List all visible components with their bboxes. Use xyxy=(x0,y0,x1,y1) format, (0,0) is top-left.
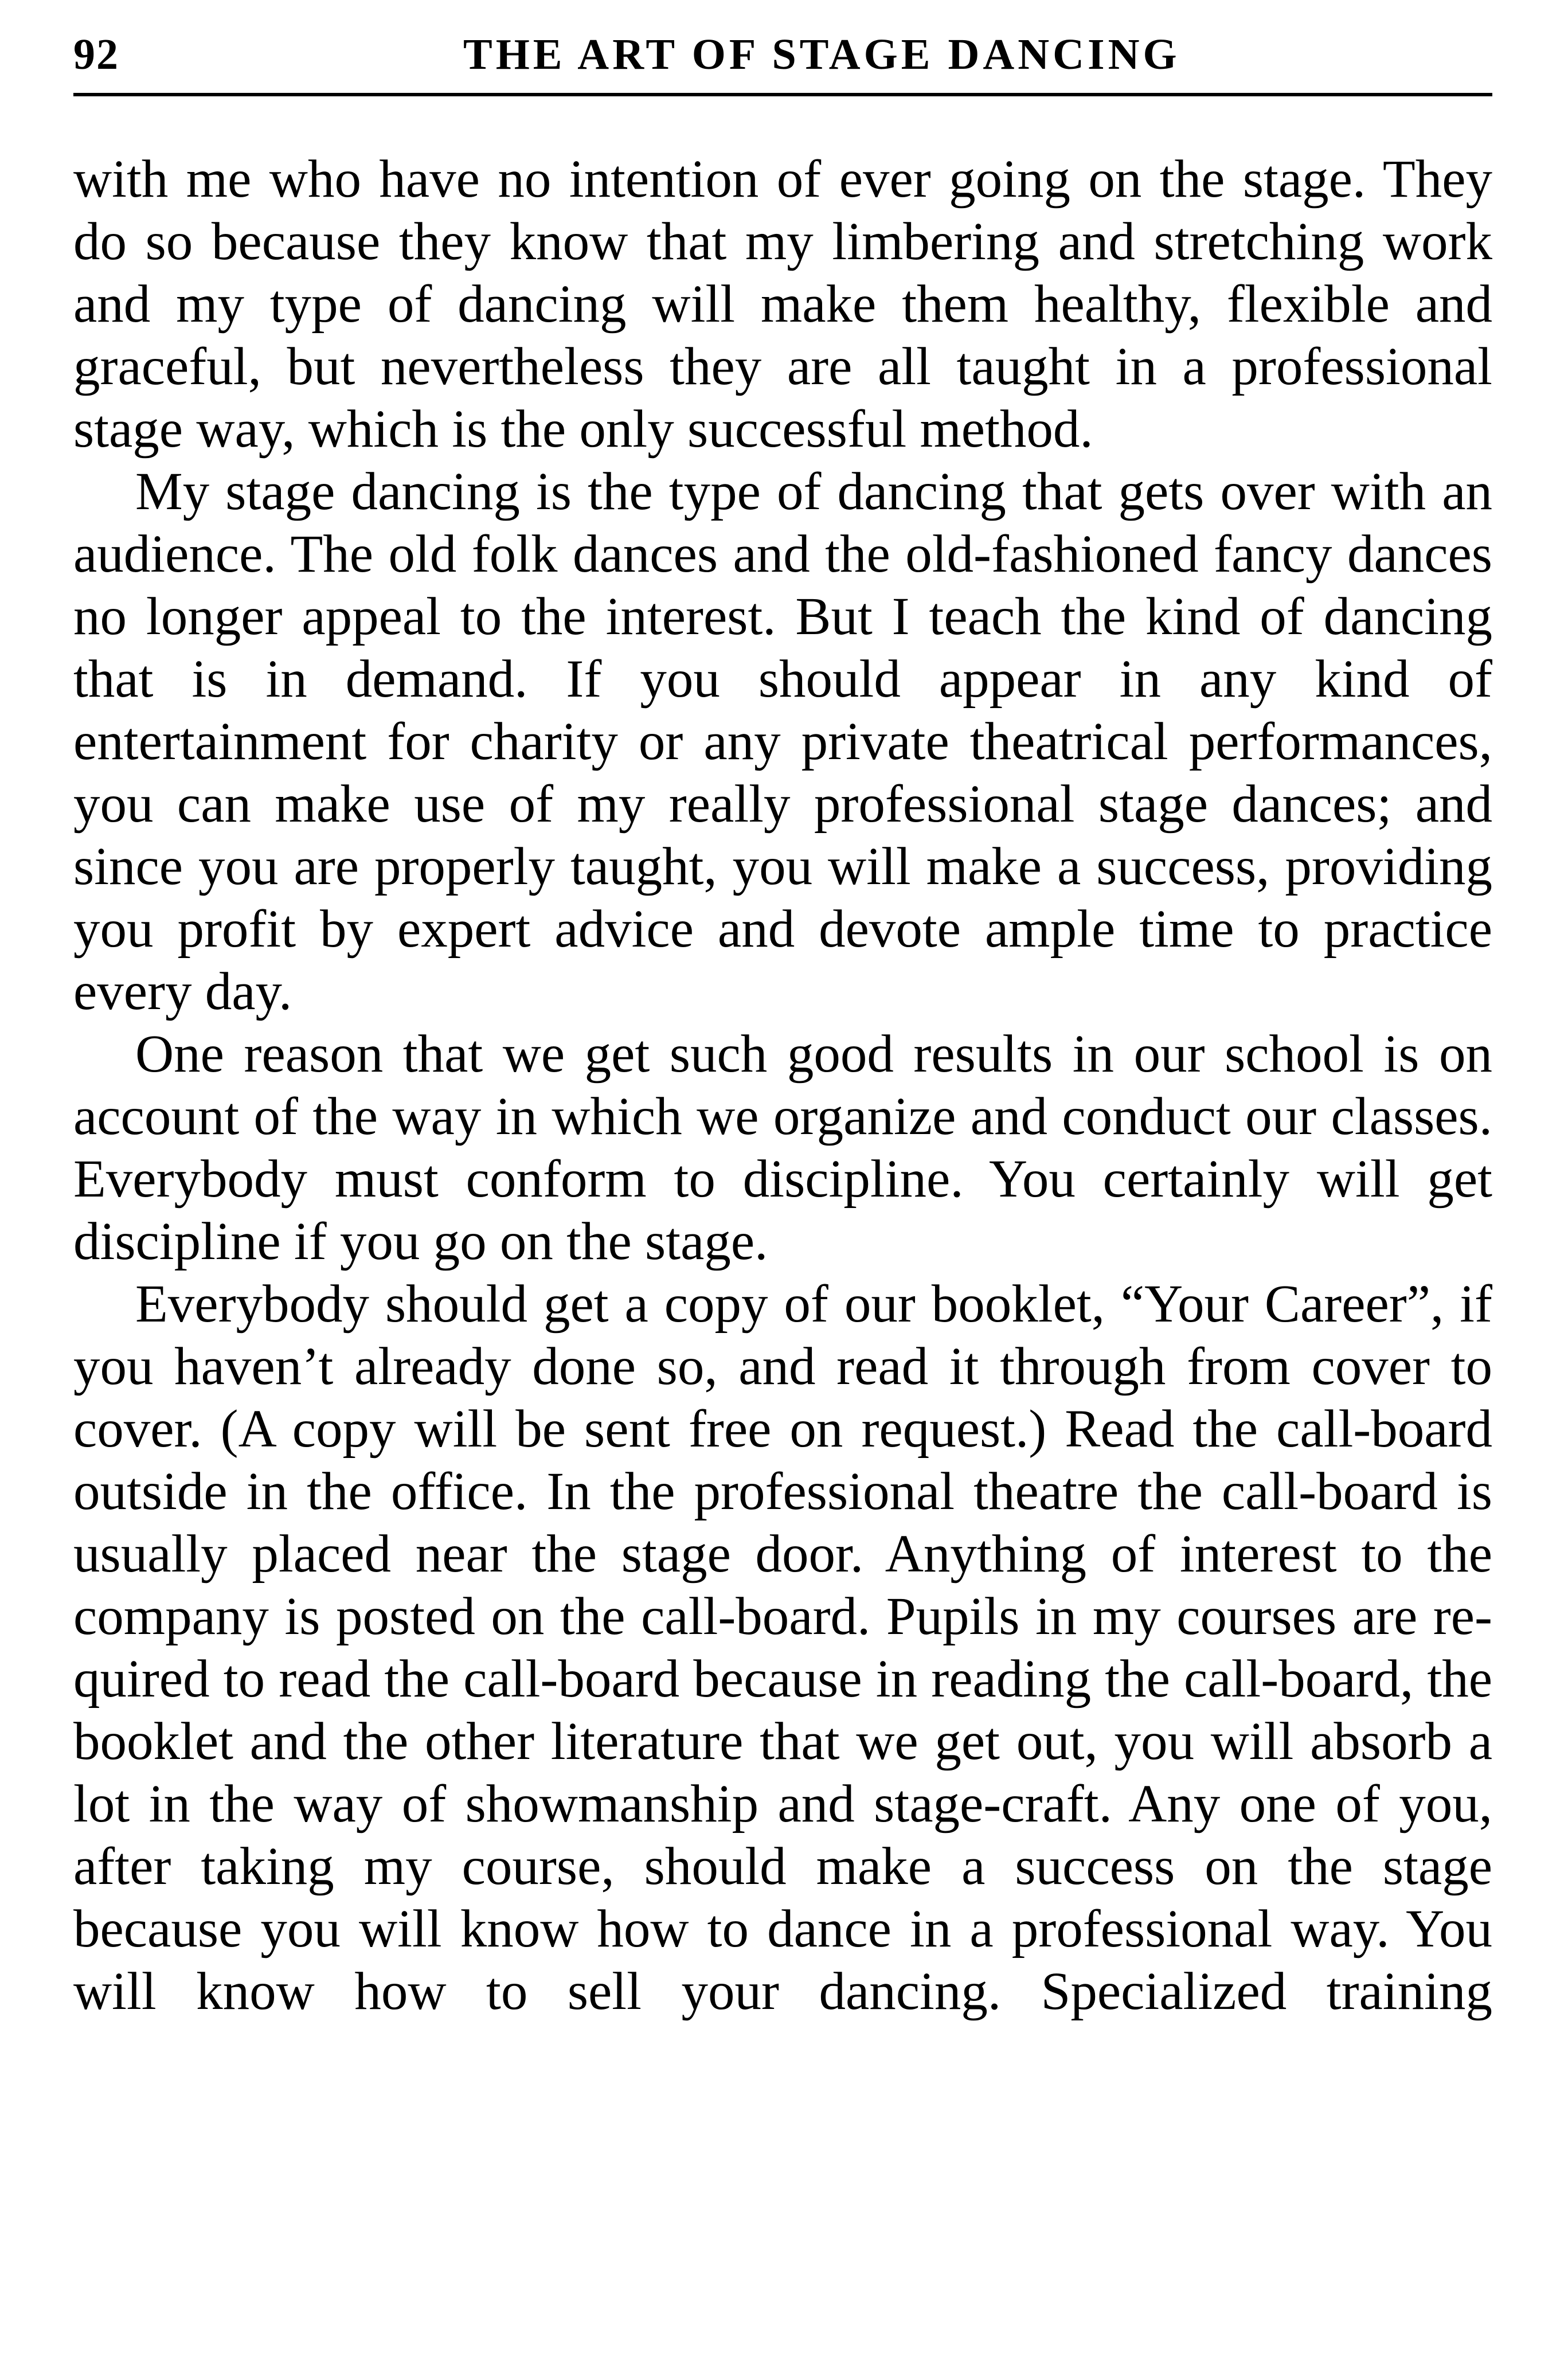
paragraph-call-board: Everybody should get a copy of our booklet, “Your Career”, if you haven’t already done so, and read it through from cover to cover. (A copy will be sent free on request.) Read the call-board outside in the office. In the professional theatre the call-board is usually placed near the stage door. Anything of interest to the company is posted on the call-board. Pupils in my courses are required to read the call-board because in reading the call-board, the booklet and the other literature that we get out, you will absorb a lot in the way of showmanship and stage-craft. Any one of you, after taking my course, should make a success on the stage because you will know how to dance in a professional way. You will know how to sell your dancing. Specialized training xyxy=(73,1275,1492,2021)
running-head xyxy=(73,22,1492,91)
page-number: 92 xyxy=(73,30,119,79)
paragraph-continued: with me who have no intention of ever going on the stage. They do so because they know that my limbering and stretching work and my type of dancing will make them healthy, flexible and graceful, but nevertheless they are all taught in a professional stage way, which is the only successful method. xyxy=(73,150,1492,459)
paragraph-discipline: One reason that we get such good results in our school is on account of the way in which we organize and conduct our classes. Everybody must conform to discipline. You certainly will get discipline if you go on the stage. xyxy=(73,1025,1492,1271)
header-rule xyxy=(73,93,1492,96)
running-title: THE ART OF STAGE DANCING xyxy=(463,30,1180,79)
paragraph-stage-dancing: My stage dancing is the type of dancing that gets over with an audience. The old folk dances and the old-fashioned fancy dances no longer appeal to the interest. But I teach the kind of dancing that is in demand. If you should appear in any kind of entertainment for charity or any private theatrical performances, you can make use of my really professional stage dances; and since you are properly taught, you will make a success, providing you profit by expert advice and devote ample time to practice every day. xyxy=(73,462,1492,1021)
body-text xyxy=(73,148,1492,2023)
